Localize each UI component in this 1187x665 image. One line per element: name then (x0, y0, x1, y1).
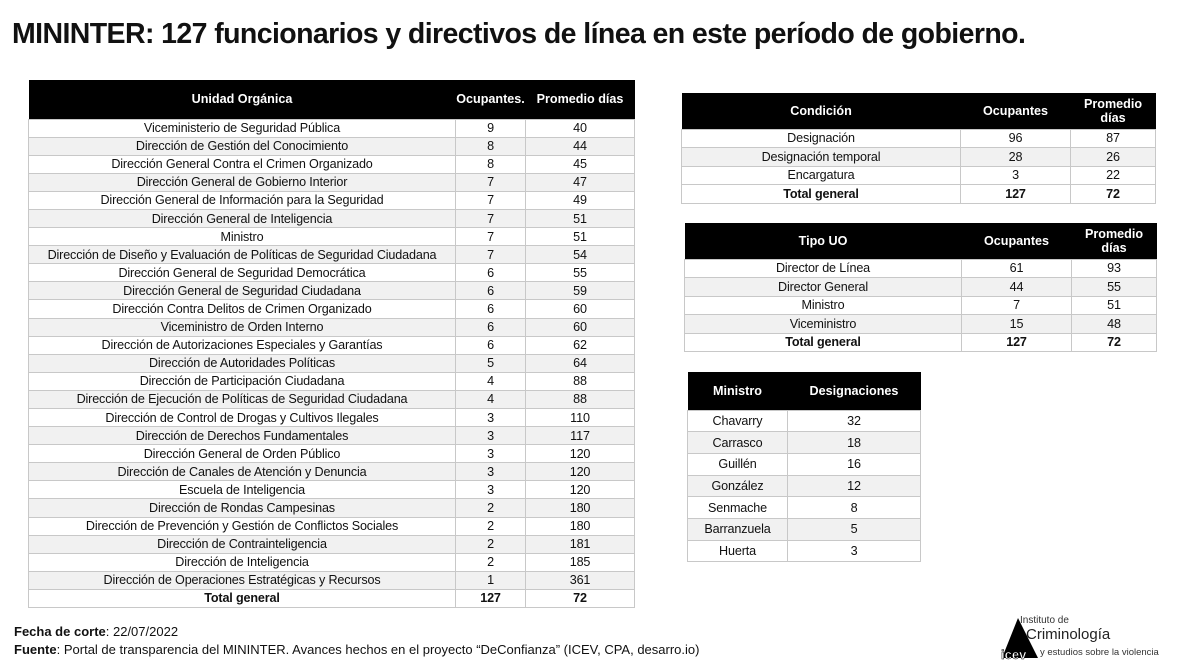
unidad-cell: Dirección de Prevención y Gestión de Conflictos Sociales (29, 517, 456, 535)
unidad-cell: Dirección de Inteligencia (29, 553, 456, 571)
value-cell: 6 (456, 336, 526, 354)
value-cell: 6 (456, 300, 526, 318)
table-row (29, 173, 635, 191)
value-cell: 51 (526, 228, 635, 246)
value-cell: 48 (1072, 315, 1157, 334)
total-cell: 127 (962, 333, 1072, 352)
logo-line1: Instituto de (1020, 615, 1069, 626)
table-row (29, 282, 635, 300)
value-cell: 16 (788, 453, 921, 475)
logo-line2: Criminología (1026, 626, 1111, 643)
total-row (685, 333, 1157, 352)
fuente-label: Fuente (14, 642, 57, 657)
condicion-cell: Designación temporal (682, 148, 961, 167)
fecha-de-corte (14, 624, 178, 639)
value-cell: 47 (526, 173, 635, 191)
value-cell: 7 (456, 246, 526, 264)
unidad-cell: Dirección General de Inteligencia (29, 209, 456, 227)
tipo-cell: Director General (685, 278, 962, 297)
table-row (685, 296, 1157, 315)
value-cell: 2 (456, 499, 526, 517)
value-cell: 15 (962, 315, 1072, 334)
value-cell: 3 (961, 166, 1071, 185)
header-row (682, 93, 1156, 129)
condicion-cell: Designación (682, 129, 961, 148)
column-header: Promedio días (1072, 223, 1157, 259)
unidad-cell: Dirección de Diseño y Evaluación de Políticas de Seguridad Ciudadana (29, 246, 456, 264)
ministro-cell: Senmache (688, 497, 788, 519)
value-cell: 3 (456, 427, 526, 445)
total-cell: 72 (1072, 333, 1157, 352)
value-cell: 59 (526, 282, 635, 300)
fecha-label: Fecha de corte (14, 624, 106, 639)
unidad-cell: Dirección de Participación Ciudadana (29, 372, 456, 390)
value-cell: 88 (526, 372, 635, 390)
value-cell: 3 (456, 445, 526, 463)
unidad-cell: Dirección General de Seguridad Ciudadana (29, 282, 456, 300)
ministro-table (687, 372, 921, 562)
unidad-cell: Dirección General Contra el Crimen Organizado (29, 155, 456, 173)
value-cell: 26 (1071, 148, 1156, 167)
unidad-cell: Dirección de Control de Drogas y Cultivos Ilegales (29, 409, 456, 427)
condicion-cell: Encargatura (682, 166, 961, 185)
unidad-cell: Viceministro de Orden Interno (29, 318, 456, 336)
table-row (29, 535, 635, 553)
table-row (685, 278, 1157, 297)
ministro-cell: Huerta (688, 540, 788, 562)
value-cell: 120 (526, 445, 635, 463)
unidad-organica-table (28, 80, 635, 608)
table-row (29, 119, 635, 137)
header-row (29, 80, 635, 119)
unidad-cell: Ministro (29, 228, 456, 246)
ministro-cell: Carrasco (688, 432, 788, 454)
value-cell: 28 (961, 148, 1071, 167)
column-header: Ocupantes (961, 93, 1071, 129)
tipo-cell: Ministro (685, 296, 962, 315)
value-cell: 181 (526, 535, 635, 553)
value-cell: 49 (526, 191, 635, 209)
table-row (29, 463, 635, 481)
unidad-cell: Dirección Contra Delitos de Crimen Organizado (29, 300, 456, 318)
value-cell: 64 (526, 354, 635, 372)
table-row (29, 571, 635, 589)
value-cell: 51 (1072, 296, 1157, 315)
total-cell: Total general (682, 185, 961, 204)
unidad-cell: Dirección de Operaciones Estratégicas y Recursos (29, 571, 456, 589)
column-header: Ocupantes. (456, 80, 526, 119)
total-cell: Total general (29, 589, 456, 607)
ministro-cell: Barranzuela (688, 518, 788, 540)
table-row (29, 427, 635, 445)
value-cell: 7 (456, 173, 526, 191)
ministro-cell: González (688, 475, 788, 497)
value-cell: 60 (526, 318, 635, 336)
table-row (29, 354, 635, 372)
column-header: Promedio días (526, 80, 635, 119)
value-cell: 61 (962, 259, 1072, 278)
tipo-cell: Director de Línea (685, 259, 962, 278)
value-cell: 7 (962, 296, 1072, 315)
value-cell: 4 (456, 390, 526, 408)
table-row (29, 318, 635, 336)
column-header: Unidad Orgánica (29, 80, 456, 119)
value-cell: 361 (526, 571, 635, 589)
unidad-cell: Escuela de Inteligencia (29, 481, 456, 499)
column-header: Ocupantes (962, 223, 1072, 259)
table-row (29, 264, 635, 282)
value-cell: 40 (526, 119, 635, 137)
fecha-value: : 22/07/2022 (105, 624, 179, 639)
value-cell: 110 (526, 409, 635, 427)
value-cell: 180 (526, 517, 635, 535)
value-cell: 3 (788, 540, 921, 562)
unidad-cell: Dirección de Derechos Fundamentales (29, 427, 456, 445)
value-cell: 7 (456, 191, 526, 209)
total-cell: Total general (685, 333, 962, 352)
table-row (29, 228, 635, 246)
table-row (688, 518, 921, 540)
value-cell: 6 (456, 318, 526, 336)
icev-logo (998, 612, 1178, 662)
value-cell: 12 (788, 475, 921, 497)
header-row (685, 223, 1157, 259)
value-cell: 7 (456, 209, 526, 227)
table-row (688, 497, 921, 519)
value-cell: 120 (526, 481, 635, 499)
total-cell: 72 (526, 589, 635, 607)
svg-text:icev: icev (1001, 647, 1027, 662)
value-cell: 2 (456, 553, 526, 571)
table-row (29, 481, 635, 499)
value-cell: 117 (526, 427, 635, 445)
total-cell: 127 (456, 589, 526, 607)
value-cell: 45 (526, 155, 635, 173)
value-cell: 62 (526, 336, 635, 354)
unidad-cell: Dirección de Canales de Atención y Denuncia (29, 463, 456, 481)
value-cell: 87 (1071, 129, 1156, 148)
column-header: Tipo UO (685, 223, 962, 259)
value-cell: 44 (526, 137, 635, 155)
page-title: MININTER: 127 funcionarios y directivos de línea en este período de gobierno. (12, 18, 1026, 50)
value-cell: 2 (456, 517, 526, 535)
total-cell: 72 (1071, 185, 1156, 204)
table-row (682, 166, 1156, 185)
table-row (29, 499, 635, 517)
ministro-cell: Chavarry (688, 410, 788, 432)
table-row (29, 409, 635, 427)
table-row (29, 445, 635, 463)
value-cell: 120 (526, 463, 635, 481)
table-row (29, 553, 635, 571)
table-row (29, 155, 635, 173)
table-row (29, 517, 635, 535)
logo-line3: y estudios sobre la violencia (1040, 647, 1159, 658)
value-cell: 185 (526, 553, 635, 571)
unidad-cell: Dirección de Ejecución de Políticas de Seguridad Ciudadana (29, 390, 456, 408)
value-cell: 55 (526, 264, 635, 282)
table-row (682, 148, 1156, 167)
table-row (688, 475, 921, 497)
value-cell: 3 (456, 481, 526, 499)
column-header: Ministro (688, 372, 788, 410)
value-cell: 54 (526, 246, 635, 264)
tipo-uo-table (684, 223, 1157, 352)
value-cell: 6 (456, 264, 526, 282)
value-cell: 51 (526, 209, 635, 227)
table-row (29, 372, 635, 390)
value-cell: 60 (526, 300, 635, 318)
value-cell: 96 (961, 129, 1071, 148)
unidad-cell: Dirección de Rondas Campesinas (29, 499, 456, 517)
table-row (29, 137, 635, 155)
unidad-cell: Dirección General de Gobierno Interior (29, 173, 456, 191)
total-row (29, 589, 635, 607)
table-row (682, 129, 1156, 148)
unidad-cell: Dirección de Autoridades Políticas (29, 354, 456, 372)
column-header: Designaciones (788, 372, 921, 410)
value-cell: 22 (1071, 166, 1156, 185)
value-cell: 88 (526, 390, 635, 408)
value-cell: 4 (456, 372, 526, 390)
tipo-cell: Viceministro (685, 315, 962, 334)
value-cell: 180 (526, 499, 635, 517)
table-row (685, 315, 1157, 334)
unidad-cell: Dirección General de Orden Público (29, 445, 456, 463)
table-row (688, 453, 921, 475)
table-row (29, 390, 635, 408)
column-header: Promedio días (1071, 93, 1156, 129)
unidad-cell: Viceministerio de Seguridad Pública (29, 119, 456, 137)
column-header: Condición (682, 93, 961, 129)
table-row (688, 410, 921, 432)
total-row (682, 185, 1156, 204)
value-cell: 7 (456, 228, 526, 246)
unidad-cell: Dirección General de Seguridad Democrática (29, 264, 456, 282)
value-cell: 6 (456, 282, 526, 300)
fuente-value: : Portal de transparencia del MININTER. Avances hechos en el proyecto “DeConfianza” (ICEV, CPA, desarro.io) (56, 642, 700, 657)
table-row (688, 432, 921, 454)
value-cell: 44 (962, 278, 1072, 297)
fuente (14, 642, 699, 657)
unidad-cell: Dirección de Autorizaciones Especiales y Garantías (29, 336, 456, 354)
value-cell: 32 (788, 410, 921, 432)
value-cell: 55 (1072, 278, 1157, 297)
value-cell: 5 (788, 518, 921, 540)
value-cell: 3 (456, 409, 526, 427)
value-cell: 8 (456, 137, 526, 155)
value-cell: 9 (456, 119, 526, 137)
value-cell: 93 (1072, 259, 1157, 278)
unidad-cell: Dirección de Contrainteligencia (29, 535, 456, 553)
table-row (29, 300, 635, 318)
total-cell: 127 (961, 185, 1071, 204)
unidad-cell: Dirección General de Información para la Seguridad (29, 191, 456, 209)
unidad-cell: Dirección de Gestión del Conocimiento (29, 137, 456, 155)
table-row (685, 259, 1157, 278)
ministro-cell: Guillén (688, 453, 788, 475)
value-cell: 18 (788, 432, 921, 454)
value-cell: 3 (456, 463, 526, 481)
header-row (688, 372, 921, 410)
table-row (29, 191, 635, 209)
value-cell: 8 (788, 497, 921, 519)
table-row (29, 246, 635, 264)
value-cell: 5 (456, 354, 526, 372)
table-row (29, 209, 635, 227)
condicion-table (681, 93, 1156, 204)
table-row (688, 540, 921, 562)
value-cell: 1 (456, 571, 526, 589)
value-cell: 2 (456, 535, 526, 553)
table-row (29, 336, 635, 354)
value-cell: 8 (456, 155, 526, 173)
